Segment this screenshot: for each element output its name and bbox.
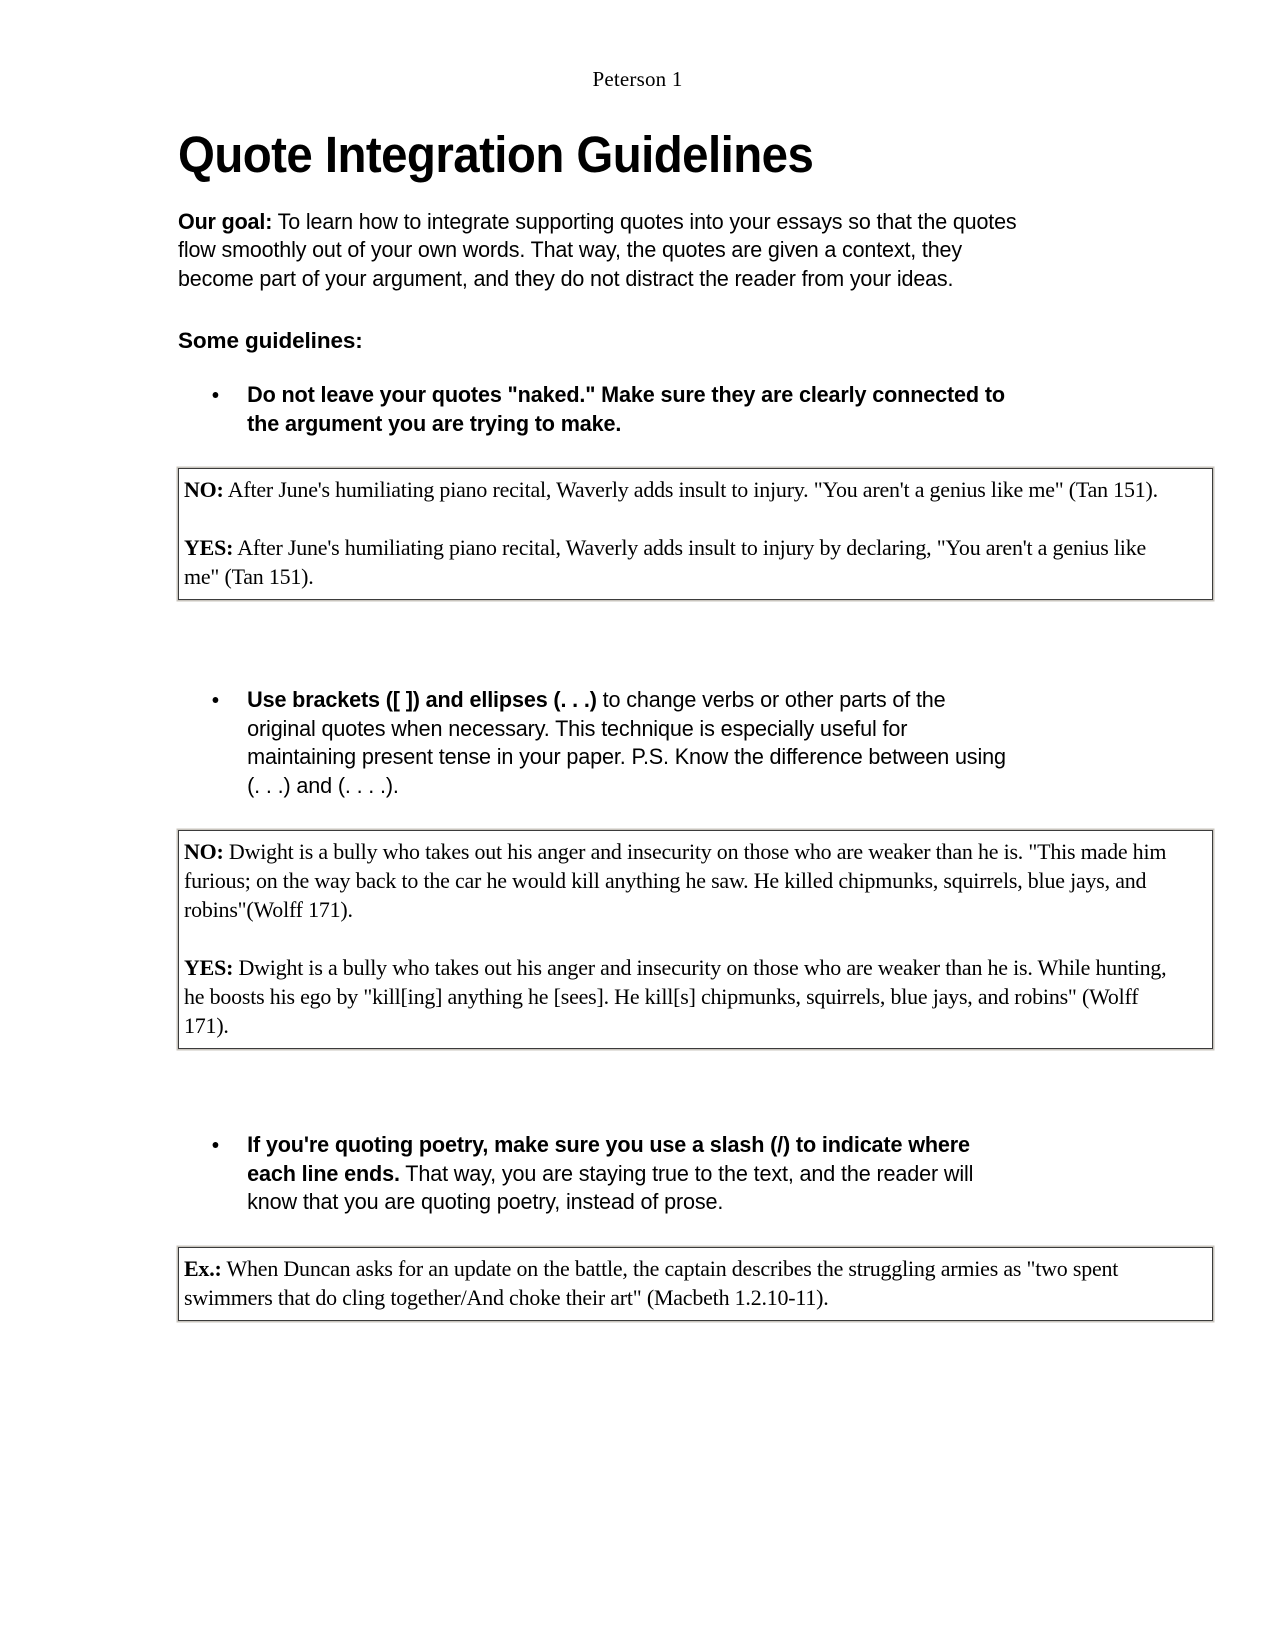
spacer <box>178 1217 1213 1247</box>
example-1-yes-text: After June's humiliating piano recital, Waverly adds insult to injury by declaring, "You aren't a genius like me" (Tan 151). <box>184 535 1147 590</box>
example-1-yes <box>184 533 1183 591</box>
spacer <box>178 600 1213 686</box>
example-1-no <box>184 475 1183 504</box>
example-box-2 <box>178 830 1213 1049</box>
example-2-yes <box>184 953 1183 1040</box>
document-body <box>178 128 1213 1321</box>
example-1-no-label: NO: <box>184 477 224 503</box>
guideline-bullet-2-bold: Use brackets ([ ]) and ellipses (. . .) <box>247 687 597 713</box>
spacer <box>178 1049 1213 1131</box>
example-2-no <box>184 837 1183 924</box>
spacer <box>178 800 1213 830</box>
running-header: Peterson 1 <box>592 67 683 91</box>
spacer <box>178 438 1213 468</box>
guideline-bullet-2 <box>178 686 1015 800</box>
example-2-no-label: NO: <box>184 839 224 865</box>
example-1-yes-label: YES: <box>184 535 234 561</box>
goal-paragraph <box>178 208 1018 294</box>
bullet-dot-icon <box>213 392 219 398</box>
example-box-1 <box>178 468 1213 600</box>
guideline-bullet-3 <box>178 1131 1015 1217</box>
example-3-ex <box>184 1254 1183 1312</box>
bullet-dot-icon <box>213 697 219 703</box>
bullet-dot-icon <box>213 1142 219 1148</box>
guideline-bullet-3-rest: That way, you are staying true to the text, and the reader will know that you are quoting poetry, instead of prose. <box>247 1160 974 1215</box>
guidelines-heading: Some guidelines: <box>178 328 363 354</box>
example-2-yes-text: Dwight is a bully who takes out his anger and insecurity on those who are weaker than he is. While hunting, he boosts his ego by "kill[ing] anything he [sees]. He kill[s] chipmunks, squirrels, blue jays, and robins" (Wolff 171). <box>184 955 1167 1039</box>
goal-label: Our goal: <box>178 208 273 234</box>
example-2-no-text: Dwight is a bully who takes out his anger and insecurity on those who are weaker than he is. "This made him furious; on the way back to the car he would kill anything he saw. He killed chipmunks, squirrels, blue jays, and robins"(Wolff 171). <box>184 839 1167 923</box>
example-3-ex-text: When Duncan asks for an update on the battle, the captain describes the struggling armies as "two spent swimmers that do cling together/And choke their art" (Macbeth 1.2.10-11). <box>184 1255 1119 1310</box>
example-2-yes-label: YES: <box>184 955 234 981</box>
example-1-no-text: After June's humiliating piano recital, Waverly adds insult to injury. "You aren't a genius like me" (Tan 151). <box>223 477 1158 503</box>
guideline-bullet-3-bold: If you're quoting poetry, make sure you use a slash (/) to indicate where each line ends. <box>247 1132 970 1186</box>
page-title: Quote Integration Guidelines <box>178 126 814 183</box>
guideline-bullet-2-rest: to change verbs or other parts of the original quotes when necessary. This technique is especially useful for maintaining present tense in your paper. P.S. Know the difference between using (. . .) and (. . . .). <box>247 687 1006 798</box>
goal-text: To learn how to integrate supporting quotes into your essays so that the quotes flow smoothly out of your own words. That way, the quotes are given a context, they become part of your argument, and they do not distract the reader from your ideas. <box>178 208 1017 291</box>
example-box-3 <box>178 1247 1213 1321</box>
guideline-bullet-1-bold: Do not leave your quotes "naked." Make sure they are clearly connected to the argument you are trying to make. <box>247 382 1005 436</box>
example-3-ex-label: Ex.: <box>184 1255 222 1281</box>
guideline-bullet-1 <box>178 381 1015 438</box>
